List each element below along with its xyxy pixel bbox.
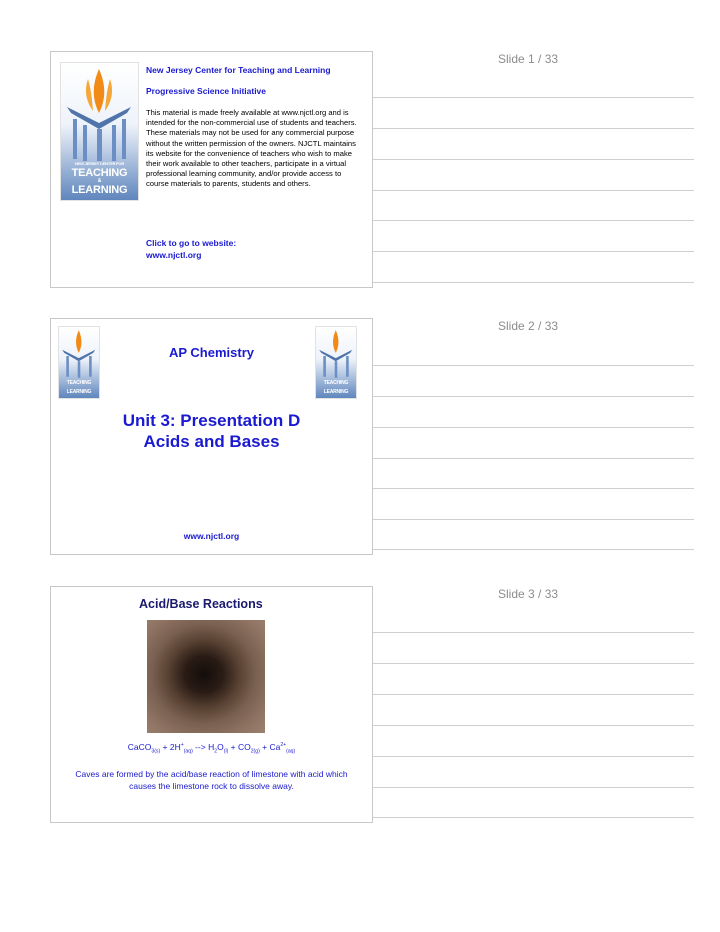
reaction-equation: [51, 742, 372, 755]
note-line: [373, 549, 694, 550]
njctl-logo-right: [315, 326, 357, 399]
note-line: [373, 190, 694, 191]
torch-icon: [59, 327, 99, 398]
eq-sub: (l): [223, 748, 229, 755]
logo-text-line2: TEACHING: [66, 380, 92, 386]
logo-text-line4: LEARNING: [71, 184, 128, 196]
eq-sub: 3(s): [151, 748, 161, 755]
logo-text-line1: NEW JERSEY CENTER FOR: [74, 161, 125, 166]
note-line: [373, 519, 694, 520]
note-line: [373, 725, 694, 726]
note-line: [373, 97, 694, 98]
note-line: [373, 458, 694, 459]
program-name: Progressive Science Initiative: [146, 86, 267, 96]
torch-icon: [316, 327, 356, 398]
title-line-1: Unit 3: Presentation D: [122, 411, 301, 430]
eq-term: + CO: [228, 742, 251, 752]
note-line: [373, 128, 694, 129]
website-link[interactable]: [146, 238, 236, 261]
slide-title: Acid/Base Reactions: [139, 597, 263, 611]
org-name: New Jersey Center for Teaching and Learning: [146, 65, 331, 75]
eq-term: + 2H: [160, 742, 181, 752]
logo-text-line3: &: [97, 178, 102, 184]
website-link-url: www.njctl.org: [146, 249, 202, 260]
note-line: [373, 787, 694, 788]
slide-1-label: Slide 1 / 33: [498, 52, 559, 66]
slide-3-label: Slide 3 / 33: [498, 587, 559, 601]
note-line: [373, 251, 694, 252]
presentation-title: [51, 410, 372, 452]
slide-2-label: Slide 2 / 33: [498, 319, 559, 333]
eq-term: --> H: [192, 742, 215, 752]
note-line: [373, 282, 694, 283]
note-line: [373, 159, 694, 160]
note-line: [373, 632, 694, 633]
logo-text-line2: TEACHING: [323, 380, 349, 386]
eq-term: + Ca: [259, 742, 281, 752]
njctl-logo: [60, 62, 139, 201]
eq-sup: +: [180, 742, 184, 749]
course-name: AP Chemistry: [168, 345, 254, 360]
cave-photo: [147, 620, 265, 733]
eq-sub: (aq): [183, 748, 193, 755]
note-line: [373, 220, 694, 221]
eq-sub: 2: [214, 748, 218, 755]
eq-term: CaCO: [127, 742, 152, 752]
note-line: [373, 365, 694, 366]
website-link-text: Click to go to website:: [146, 238, 237, 248]
eq-term: O: [217, 742, 224, 752]
usage-notice: This material is made freely available at www.njctl.org and is intended for the non-commercial use of students and teachers. These materials may not be used for any commercial purpose without the written permission of the owners. NJCTL maintains its website for the convenience of teachers who wish to make their work available to other teachers, participate in a virtual professional learning community, and/or provide access to course materials to parents, students and others.: [146, 108, 357, 189]
njctl-logo-left: [58, 326, 100, 399]
slide-3: [50, 586, 373, 823]
note-line: [373, 694, 694, 695]
eq-sub: 2(g): [250, 748, 260, 755]
slide-2: [50, 318, 373, 555]
logo-text-line4: LEARNING: [323, 389, 349, 395]
cave-caption: Caves are formed by the acid/base reaction of limestone with acid which causes the limestone rock to dissolve away.: [75, 769, 348, 791]
note-line: [373, 663, 694, 664]
website-url[interactable]: www.njctl.org: [183, 531, 240, 541]
note-line: [373, 756, 694, 757]
note-line: [373, 817, 694, 818]
note-line: [373, 427, 694, 428]
note-line: [373, 396, 694, 397]
title-line-2: Acids and Bases: [143, 432, 280, 451]
slide-1: [50, 51, 373, 288]
eq-sub: (aq): [286, 748, 296, 755]
logo-text-line4: LEARNING: [66, 389, 92, 395]
eq-sup: 2+: [280, 742, 287, 749]
logo-text-line2: TEACHING: [71, 167, 128, 179]
note-line: [373, 488, 694, 489]
